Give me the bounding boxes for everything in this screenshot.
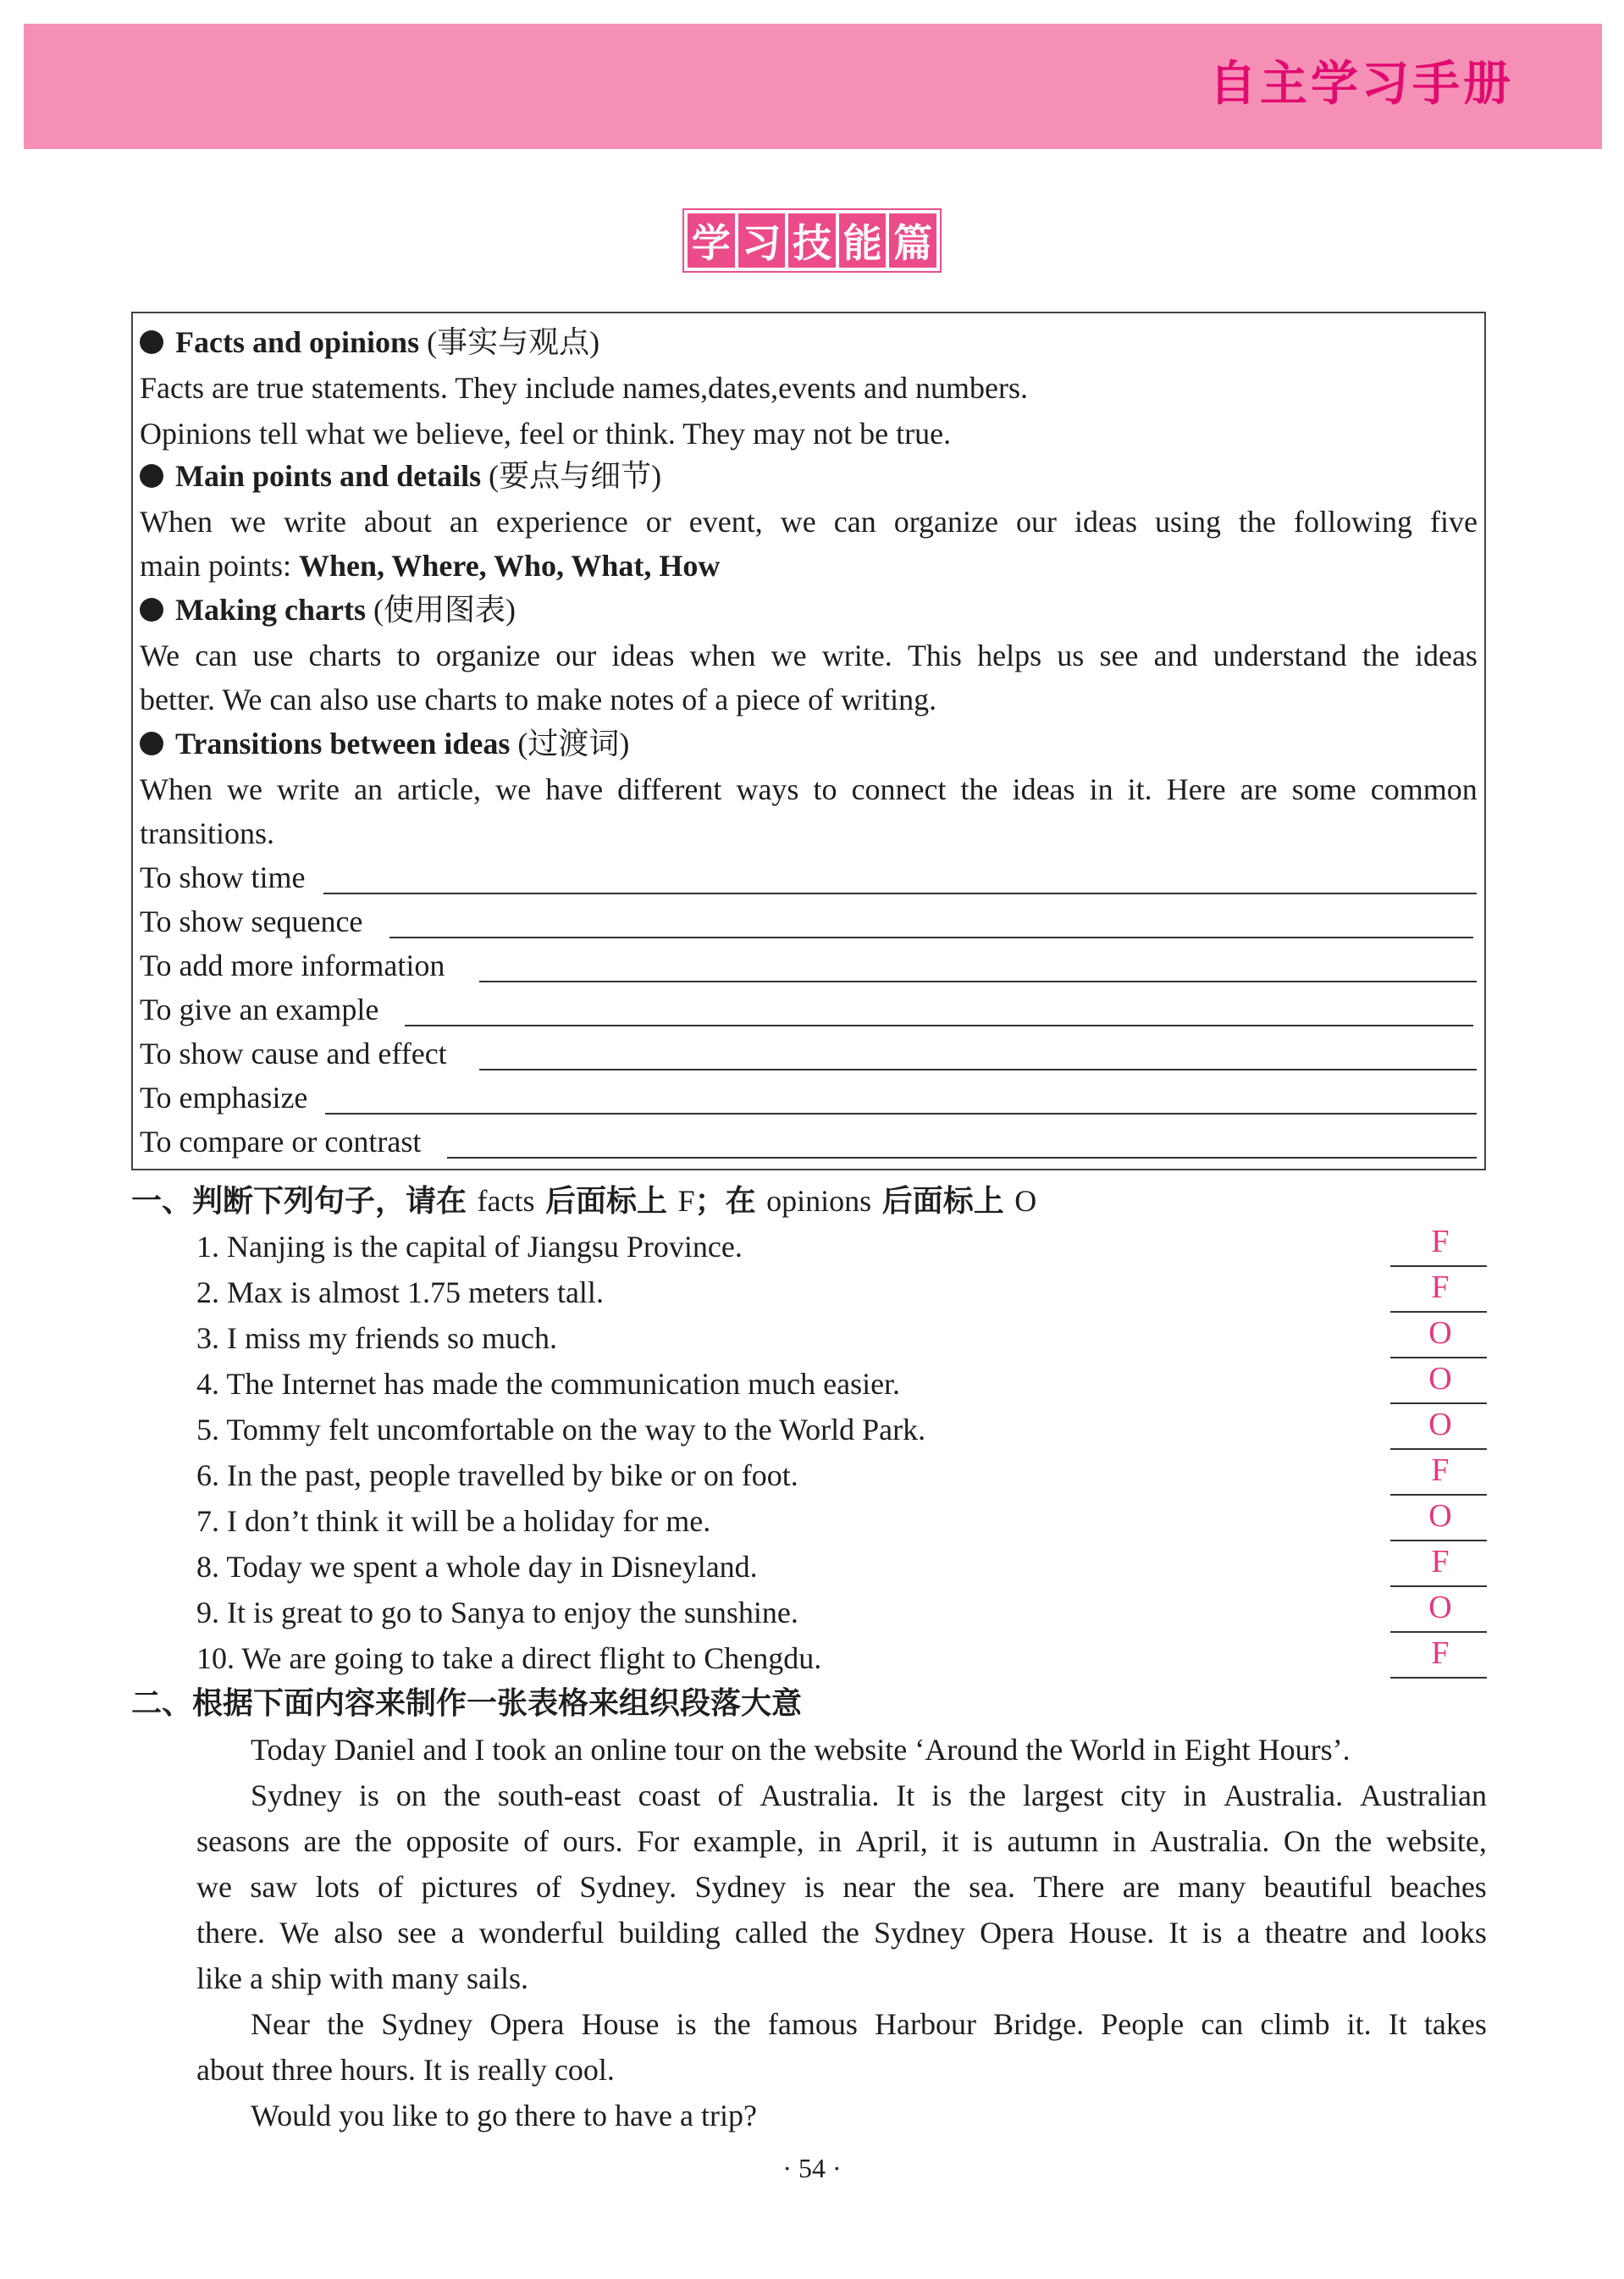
word: about [363, 505, 432, 539]
word: Sydney. [579, 1870, 677, 1904]
main-points-heading: Main points and details (要点与细节) [140, 457, 661, 495]
word: an [449, 505, 478, 539]
word: is [358, 1778, 379, 1812]
word: beautiful [1263, 1870, 1373, 1904]
word: we [495, 772, 532, 806]
word: Opera [489, 2007, 565, 2041]
word: see [397, 1916, 437, 1950]
exercise-1-item: 10. We are going to take a direct flight to Chengdu. [196, 1641, 822, 1675]
word: a [450, 1916, 465, 1950]
word: sea. [969, 1870, 1016, 1904]
exercise-1-answer: O [1428, 1407, 1452, 1442]
passage-line [196, 1868, 1487, 1906]
answer-blank[interactable] [1390, 1402, 1487, 1404]
word: different [617, 772, 722, 806]
passage-p1: Today Daniel and I took an online tour on the website ‘Around the World in Eight Hours’. [251, 1733, 1351, 1767]
word: Australia. [1224, 1778, 1344, 1812]
word: an [354, 772, 384, 806]
word: We [140, 639, 180, 672]
answer-blank[interactable] [405, 1025, 1473, 1026]
word: ways [736, 772, 799, 806]
word: the [713, 2007, 751, 2041]
word: When [140, 505, 213, 539]
word: Here [1166, 772, 1226, 806]
passage-line [196, 1914, 1487, 1951]
exercise-1-answer: F [1431, 1544, 1450, 1579]
word: city [1120, 1778, 1167, 1812]
section-title-char: 技 [788, 213, 836, 268]
transition-prompt: To emphasize [140, 1081, 308, 1115]
word: the [1334, 1824, 1373, 1858]
word: it. [1127, 772, 1152, 806]
charts-line-2: better. We can also use charts to make notes of a piece of writing. [140, 683, 937, 716]
word: the [969, 1778, 1007, 1812]
section-title-char: 篇 [889, 213, 936, 268]
word: of [378, 1870, 404, 1904]
word: connect [851, 772, 947, 806]
word: Harbour [875, 2007, 976, 2041]
transition-prompt: To add more information [140, 949, 445, 982]
word: is [804, 1870, 825, 1904]
word: the [443, 1778, 481, 1812]
word: five [1429, 505, 1478, 539]
word: wonderful [478, 1916, 605, 1950]
word: can [1201, 2007, 1244, 2041]
word: On [1283, 1824, 1321, 1858]
facts-heading: Facts and opinions (事实与观点) [140, 324, 599, 361]
answer-blank[interactable] [1390, 1265, 1487, 1267]
word: Sydney [381, 2007, 473, 2041]
transition-prompt: To show cause and effect [140, 1037, 447, 1070]
exercise-1-item: 2. Max is almost 1.75 meters tall. [196, 1275, 604, 1309]
word: ideas [1414, 639, 1478, 672]
answer-blank[interactable] [479, 981, 1477, 982]
word: ours. [562, 1824, 623, 1858]
exercise-1-answer: O [1428, 1315, 1452, 1351]
transitions-line-2: transitions. [140, 816, 274, 850]
transition-prompt: To compare or contrast [140, 1125, 422, 1159]
word: It [1168, 1916, 1188, 1950]
word: also [334, 1916, 384, 1950]
word: following [1293, 505, 1412, 539]
header-title: 自主学习手册 [1209, 57, 1514, 112]
word: and [1362, 1916, 1406, 1950]
word: called [734, 1916, 808, 1950]
word: is [972, 1824, 993, 1858]
word: it [942, 1824, 959, 1858]
exercise-1-answer: O [1428, 1498, 1452, 1534]
word: opposite [406, 1824, 510, 1858]
word: is [1201, 1916, 1223, 1950]
word: We [279, 1916, 320, 1950]
word: Sydney [694, 1870, 787, 1904]
exercise-2-heading: 二、根据下面内容来制作一张表格来组织段落大意 [131, 1686, 803, 1721]
word: on [395, 1778, 427, 1812]
word: website, [1385, 1824, 1487, 1858]
word: the [355, 1824, 392, 1858]
exercise-1-item: 3. I miss my friends so much. [196, 1321, 557, 1355]
word: we [229, 505, 266, 539]
answer-blank[interactable] [323, 893, 1477, 894]
word: near [842, 1870, 896, 1904]
bullet-icon [140, 330, 163, 354]
answer-blank[interactable] [325, 1113, 1477, 1115]
word: to [396, 639, 421, 672]
word: write [283, 505, 346, 539]
main-points-line-1 [140, 503, 1478, 540]
word: are [1122, 1870, 1160, 1904]
word: Bridge. [993, 2007, 1085, 2041]
section-title-char: 学 [688, 213, 735, 268]
word: lots [315, 1870, 360, 1904]
bullet-icon [140, 464, 163, 488]
word: can [833, 505, 876, 539]
word: and [1153, 639, 1198, 672]
word: we [227, 772, 262, 806]
word: is [676, 2007, 697, 2041]
word: House [581, 2007, 660, 2041]
word: famous [767, 2007, 858, 2041]
word: many [1178, 1870, 1246, 1904]
word: example, [693, 1824, 804, 1858]
word: write [277, 772, 340, 806]
charts-heading: Making charts (使用图表) [140, 591, 516, 628]
word: theatre [1264, 1916, 1348, 1950]
word: write. [821, 639, 892, 672]
facts-line-1: Facts are true statements. They include names,dates,events and numbers. [140, 371, 1029, 405]
word: us [1057, 639, 1085, 672]
word: see [1099, 639, 1139, 672]
word: Opera [980, 1916, 1055, 1950]
word: there. [196, 1916, 265, 1950]
word: or [645, 505, 671, 539]
exercise-1-answer: O [1428, 1361, 1452, 1397]
bullet-icon [140, 732, 163, 755]
word: the [1362, 639, 1400, 672]
word: of [536, 1870, 561, 1904]
word: understand [1212, 639, 1347, 672]
passage-line: about three hours. It is really cool. [196, 2053, 615, 2087]
exercise-1-item: 1. Nanjing is the capital of Jiangsu Province. [196, 1230, 743, 1264]
word: is [931, 1778, 953, 1812]
word: It [896, 1778, 915, 1812]
section-title [682, 208, 942, 273]
word: are [1240, 772, 1278, 806]
word: article, [397, 772, 482, 806]
passage-line [196, 2005, 1487, 2043]
word: ideas [1074, 505, 1137, 539]
passage-line [196, 1823, 1487, 1860]
passage-p4: Would you like to go there to have a trip? [251, 2099, 757, 2132]
word: ideas [611, 639, 675, 672]
section-title-char: 习 [738, 213, 786, 268]
passage [196, 1731, 1487, 2134]
word: the [1238, 505, 1276, 539]
word: in [1112, 1824, 1136, 1858]
facts-line-2: Opinions tell what we believe, feel or think. They may not be true. [140, 417, 952, 451]
word: It [1388, 2007, 1407, 2041]
word: some [1291, 772, 1356, 806]
word: This [907, 639, 962, 672]
passage-line: like a ship with many sails. [196, 1961, 528, 1995]
word: saw [250, 1870, 298, 1904]
word: have [545, 772, 604, 806]
answer-blank[interactable] [1390, 1494, 1487, 1496]
word: Sydney [874, 1916, 966, 1950]
word: using [1154, 505, 1221, 539]
word: takes [1423, 2007, 1487, 2041]
word: to [813, 772, 837, 806]
answer-blank[interactable] [1390, 1540, 1487, 1541]
word: pictures [421, 1870, 518, 1904]
exercise-1-item: 8. Today we spent a whole day in Disneyland. [196, 1550, 758, 1584]
answer-blank[interactable] [1390, 1448, 1487, 1450]
word: the [821, 1916, 859, 1950]
exercise-1-answer: F [1431, 1269, 1450, 1305]
exercise-1-item: 4. The Internet has made the communication much easier. [196, 1367, 901, 1401]
word: we [771, 639, 807, 672]
word: in [1089, 772, 1113, 806]
bullet-icon [140, 598, 163, 622]
answer-blank[interactable] [1390, 1357, 1487, 1358]
word: experience [495, 505, 628, 539]
word: There [1033, 1870, 1105, 1904]
word: organize [893, 505, 998, 539]
word: beaches [1389, 1870, 1487, 1904]
exercise-1-answer: F [1431, 1635, 1450, 1671]
page-number: · 54 · [782, 2153, 842, 2183]
transitions-heading: Transitions between ideas (过渡词) [140, 725, 629, 762]
word: Sydney [251, 1778, 342, 1812]
word: largest [1023, 1778, 1104, 1812]
word: Australia. [1150, 1824, 1270, 1858]
transition-prompt: To show sequence [140, 904, 363, 938]
word: autumn [1007, 1824, 1099, 1858]
exercise-1-item: 7. I don’t think it will be a holiday for me. [196, 1504, 711, 1538]
word: House. [1069, 1916, 1155, 1950]
word: April, [855, 1824, 928, 1858]
word: south-east [497, 1778, 621, 1812]
word: our [1015, 505, 1057, 539]
exercise-1-item: 5. Tommy felt uncomfortable on the way to the World Park. [196, 1413, 926, 1447]
word: organize [435, 639, 541, 672]
word: climb [1260, 2007, 1330, 2041]
word: Australian [1360, 1778, 1487, 1812]
word: Near [251, 2007, 310, 2041]
word: charts [308, 639, 382, 672]
word: looks [1420, 1916, 1487, 1950]
exercise-1-item: 9. It is great to go to Sanya to enjoy the sunshine. [196, 1596, 798, 1629]
word: a [1236, 1916, 1251, 1950]
word: of [523, 1824, 550, 1858]
word: For [637, 1824, 680, 1858]
word: building [618, 1916, 721, 1950]
word: it. [1346, 2007, 1372, 2041]
answer-blank[interactable] [447, 1157, 1477, 1159]
passage-line [196, 1777, 1487, 1814]
word: common [1370, 772, 1478, 806]
word: When [140, 772, 213, 806]
answer-blank[interactable] [1390, 1631, 1487, 1633]
answer-blank[interactable] [479, 1069, 1477, 1070]
word: ideas [1012, 772, 1075, 806]
word: of [717, 1778, 743, 1812]
word: People [1101, 2007, 1185, 2041]
exercise-1-answer: F [1431, 1224, 1450, 1259]
word: the [960, 772, 998, 806]
transitions-line-1 [140, 771, 1478, 808]
charts-line-1 [140, 637, 1478, 674]
word: when [689, 639, 756, 672]
word: seasons [196, 1824, 290, 1858]
section-title-char: 能 [839, 213, 887, 268]
word: we [780, 505, 816, 539]
word: coast [638, 1778, 701, 1812]
answer-blank[interactable] [1390, 1677, 1487, 1679]
word: our [555, 639, 597, 672]
word: in [1183, 1778, 1207, 1812]
transition-prompt: To show time [140, 860, 306, 894]
answer-blank[interactable] [1390, 1585, 1487, 1587]
word: can [195, 639, 238, 672]
word: use [252, 639, 294, 672]
word: we [196, 1870, 232, 1904]
word: Australia. [760, 1778, 880, 1812]
main-points-line-2: main points: When, Where, Who, What, How [140, 549, 721, 583]
word: in [818, 1824, 842, 1858]
exercise-1-answer: F [1431, 1452, 1450, 1488]
transition-prompt: To give an example [140, 993, 379, 1026]
exercise-1-heading: 一、判断下列句子，请在 facts 后面标上 F；在 opinions 后面标上 O [131, 1184, 1037, 1219]
exercise-1-item: 6. In the past, people travelled by bike or on foot. [196, 1458, 798, 1492]
word: event, [688, 505, 763, 539]
word: the [327, 2007, 365, 2041]
word: the [913, 1870, 951, 1904]
word: are [303, 1824, 341, 1858]
word: helps [977, 639, 1042, 672]
answer-blank[interactable] [389, 937, 1473, 938]
exercise-1-answer: O [1428, 1590, 1452, 1625]
answer-blank[interactable] [1390, 1311, 1487, 1313]
